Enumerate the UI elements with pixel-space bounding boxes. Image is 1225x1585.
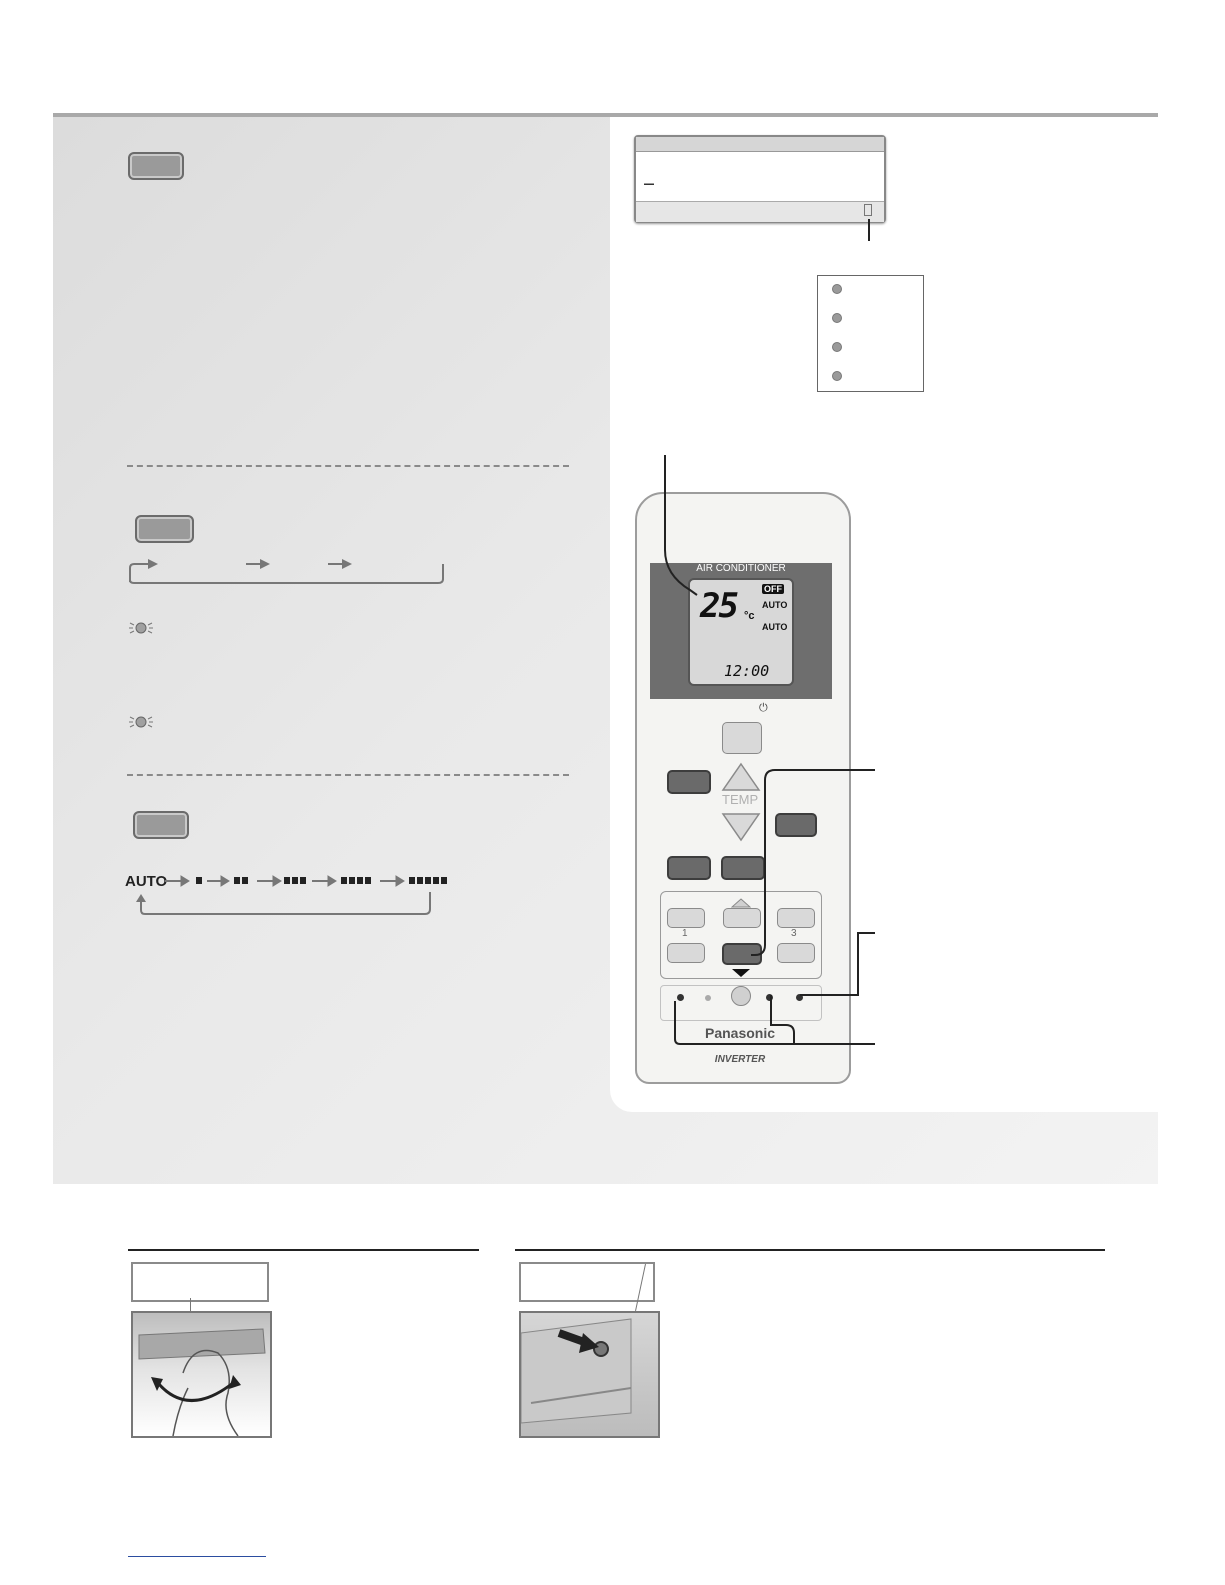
auto-switch-location-icon xyxy=(521,1313,658,1436)
indicator-callout-line xyxy=(868,219,870,241)
unit-thumbnail-left xyxy=(131,1262,269,1302)
mode-key-icon xyxy=(128,152,184,180)
temp-label: TEMP xyxy=(722,792,759,807)
unit-top-grille xyxy=(636,137,884,152)
blinking-lamp-icon xyxy=(128,619,154,642)
unit-thumbnail-right xyxy=(519,1262,655,1302)
timer-label-1: 1 xyxy=(682,928,688,939)
section-rule-left xyxy=(128,1249,479,1251)
remote-callout-lines xyxy=(655,455,895,1055)
dashed-divider-1 xyxy=(127,465,569,467)
fan-auto-label: AUTO xyxy=(125,873,168,890)
key-icon-2 xyxy=(135,515,194,543)
indicator-lamp xyxy=(832,313,842,323)
lcd-temp-unit: °c xyxy=(744,610,755,622)
lcd-clock: 12:00 xyxy=(724,662,770,680)
lcd-temperature: 25 xyxy=(700,586,737,626)
blinking-lamp-icon xyxy=(128,713,154,736)
lcd-title: AIR CONDITIONER xyxy=(696,563,786,574)
thumbnail-pointer-left xyxy=(190,1298,191,1311)
lcd-fan-auto: AUTO xyxy=(762,622,788,632)
fan-speed-sequence xyxy=(125,870,470,920)
indicator-lamp xyxy=(832,342,842,352)
indoor-unit-illustration xyxy=(634,135,886,223)
indicator-lamp-panel xyxy=(817,275,924,392)
lcd-off-indicator: OFF xyxy=(764,584,782,594)
indicator-lamp xyxy=(832,284,842,294)
power-icon: ⏻ xyxy=(759,702,768,714)
footer-link-underline[interactable] xyxy=(128,1556,266,1557)
dashed-divider-2 xyxy=(127,774,569,776)
hand-adjusting-louver-icon xyxy=(133,1313,270,1436)
unit-logo: ▬▬ xyxy=(644,181,654,187)
cycle-diagram xyxy=(128,558,446,584)
brand-logo: Panasonic xyxy=(704,1025,776,1041)
indicator-lamp xyxy=(832,371,842,381)
unit-front-panel xyxy=(636,201,884,222)
unit-indicator-window xyxy=(864,204,872,216)
fan-speed-key-icon xyxy=(133,811,189,839)
lcd-mode-auto: AUTO xyxy=(762,600,788,610)
auto-switch-photo xyxy=(519,1311,660,1438)
inverter-logo: INVERTER xyxy=(714,1054,766,1065)
timer-label-3: 3 xyxy=(791,928,797,939)
louver-adjust-photo xyxy=(131,1311,272,1438)
section-rule-right xyxy=(515,1249,1105,1251)
